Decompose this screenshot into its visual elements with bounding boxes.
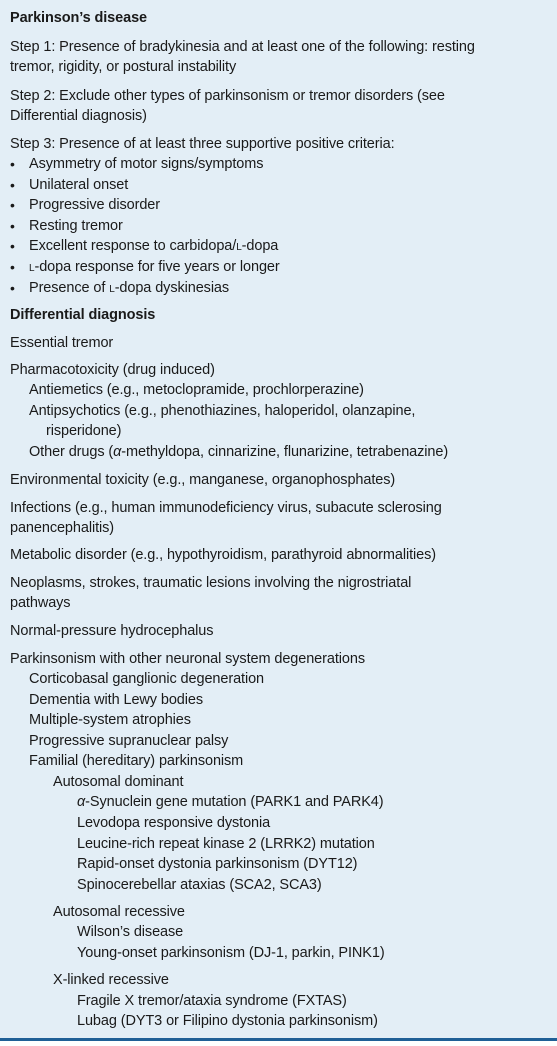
ad-item: Leucine-rich repeat kinase 2 (LRRK2) mutation — [77, 836, 375, 852]
step2-line2: Differential diagnosis) — [10, 108, 147, 124]
pharma-antipsychotics-line2: risperidone) — [46, 423, 122, 439]
degen-item: Multiple-system atrophies — [29, 712, 191, 728]
normal-pressure-hydrocephalus: Normal-pressure hydrocephalus — [10, 623, 214, 639]
ar-item: Young-onset parkinsonism (DJ-1, parkin, PINK1) — [77, 945, 385, 961]
criteria-item: • Progressive disorder — [29, 196, 160, 215]
section-heading-differential: Differential diagnosis — [10, 307, 156, 323]
x-linked-recessive-title: X-linked recessive — [53, 972, 169, 988]
ldopa-l: l — [236, 238, 242, 254]
autosomal-dominant-title: Autosomal dominant — [53, 774, 184, 790]
alpha-symbol: α — [77, 794, 86, 810]
ad-item: Levodopa responsive dystonia — [77, 815, 271, 831]
criteria-text: Excellent response to carbidopa/ — [29, 238, 237, 254]
step1-line1: Step 1: Presence of bradykinesia and at least one of the following: resting — [10, 39, 475, 55]
criteria-item: • Asymmetry of motor signs/symptoms — [29, 155, 263, 174]
dyskinesias-suffix: -dopa dyskinesias — [114, 280, 230, 296]
neoplasms-line1: Neoplasms, strokes, traumatic lesions involving the nigrostriatal — [10, 575, 412, 591]
degen-item: Dementia with Lewy bodies — [29, 692, 204, 708]
pharma-title: Pharmacotoxicity (drug induced) — [10, 362, 215, 378]
step2-line1: Step 2: Exclude other types of parkinsonism or tremor disorders (see — [10, 88, 445, 104]
pharma-antipsychotics-line1: Antipsychotics (e.g., phenothiazines, haloperidol, olanzapine, — [29, 403, 416, 419]
degen-item: Progressive supranuclear palsy — [29, 733, 229, 749]
criteria-item: • Unilateral onset — [29, 176, 128, 195]
infections-line1: Infections (e.g., human immunodeficiency virus, subacute sclerosing — [10, 500, 442, 516]
essential-tremor: Essential tremor — [10, 335, 114, 351]
neoplasms-line2: pathways — [10, 595, 71, 611]
degen-item: Corticobasal ganglionic degeneration — [29, 671, 265, 687]
ad-item-text: -Synuclein gene mutation (PARK1 and PARK4) — [85, 794, 384, 810]
criteria-text: -dopa response for five years or longer — [34, 259, 280, 275]
ldopa-l: l — [109, 280, 115, 296]
other-prefix: Other drugs ( — [29, 444, 114, 460]
autosomal-recessive-title: Autosomal recessive — [53, 904, 185, 920]
section-heading-parkinsons: Parkinson’s disease — [10, 10, 147, 26]
step1-line2: tremor, rigidity, or postural instability — [10, 59, 237, 75]
environmental-toxicity: Environmental toxicity (e.g., manganese, organophosphates) — [10, 472, 396, 488]
step3-line: Step 3: Presence of at least three supportive positive criteria: — [10, 136, 395, 152]
criteria-item — [29, 237, 278, 256]
metabolic-disorder: Metabolic disorder (e.g., hypothyroidism, parathyroid abnormalities) — [10, 547, 436, 563]
ad-item: Spinocerebellar ataxias (SCA2, SCA3) — [77, 877, 322, 893]
criteria-item — [29, 258, 280, 277]
xl-item: Lubag (DYT3 or Filipino dystonia parkinsonism) — [77, 1013, 378, 1029]
criteria-item: • Resting tremor — [29, 217, 123, 236]
alpha-symbol: α — [113, 444, 122, 460]
xl-item: Fragile X tremor/ataxia syndrome (FXTAS) — [77, 993, 347, 1009]
ar-item: Wilson’s disease — [77, 924, 184, 940]
degen-item: Familial (hereditary) parkinsonism — [29, 753, 244, 769]
criteria-text: Presence of — [29, 280, 110, 296]
ldopa-suffix: -dopa — [241, 238, 279, 254]
infections-line2: panencephalitis) — [10, 520, 114, 536]
ad-item: Rapid-onset dystonia parkinsonism (DYT12) — [77, 856, 358, 872]
other-rest: -methyldopa, cinnarizine, flunarizine, tetrabenazine) — [121, 444, 449, 460]
criteria-item — [29, 279, 229, 298]
other-degen-title: Parkinsonism with other neuronal system degenerations — [10, 651, 365, 667]
ldopa-l: l — [29, 259, 35, 275]
pharma-antiemetics: Antiemetics (e.g., metoclopramide, prochlorperazine) — [29, 382, 364, 398]
ad-item — [77, 793, 383, 812]
pharma-other-drugs — [29, 443, 448, 462]
